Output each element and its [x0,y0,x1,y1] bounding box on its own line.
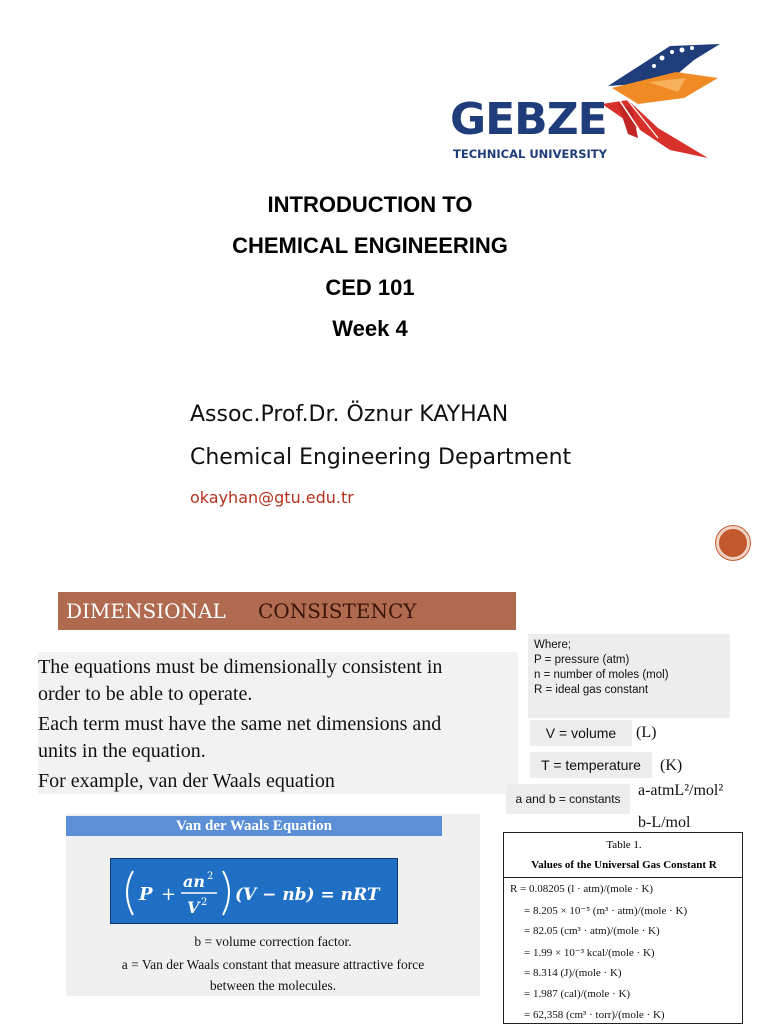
section-title-word-1: DIMENSIONAL [66,599,226,623]
butterfly-logo-icon [598,38,728,163]
volume-unit: (L) [636,724,657,741]
van-der-waals-panel [66,814,480,996]
where-gas-constant: R = ideal gas constant [534,684,649,696]
temperature-definition: T = temperature [530,752,652,778]
author-department: Chemical Engineering Department [190,445,572,470]
body-line: For example, van der Waals equation [38,770,335,792]
table-row: R = 0.08205 (l · atm)/(mole · K) [510,883,654,895]
b-constant-unit: b-L/mol [638,814,691,831]
table-row: = 8.205 × 10⁻⁵ (m³ · atm)/(mole · K) [524,905,688,917]
vdw-note-a1: a = Van der Waals constant that measure attractive force [121,957,425,972]
table-row: = 1.987 (cal)/(mole · K) [524,988,631,1000]
table-title: Values of the Universal Gas Constant R [531,859,717,871]
body-paragraph [38,652,518,794]
constants-definition: a and b = constants [506,784,630,814]
eq-plus: + [161,884,177,905]
eq-v: V [187,898,200,917]
course-code: CED 101 [325,275,415,300]
week-label: Week 4 [332,316,408,341]
vdw-equation-box [110,858,398,924]
vdw-note-a2: between the molecules. [209,978,337,993]
body-line: units in the equation. [38,740,206,762]
body-line: The equations must be dimensionally consistent in [38,656,443,678]
a-constant-unit: a-atmL²/mol² [638,782,724,799]
logo-wordmark: GEBZE [450,94,607,145]
body-line: order to be able to operate. [38,683,253,705]
where-moles: n = number of moles (mol) [534,669,669,681]
eq-p: P [139,884,153,905]
table-row: = 8.314 (J)/(mole · K) [524,967,622,979]
vdw-equation-formula [111,859,399,925]
vdw-note-b: b = volume correction factor. [194,934,352,949]
gas-constant-table [503,832,743,1024]
volume-definition: V = volume [530,720,632,746]
table-divider [504,877,742,878]
university-logo [448,38,728,168]
where-heading: Where; [534,639,572,651]
eq-rest: (V − nb) = nRT [235,885,380,905]
logo-subtitle: TECHNICAL UNIVERSITY [453,147,607,161]
title-line-2: CHEMICAL ENGINEERING [232,233,508,258]
eq-v-exp: 2 [201,897,208,908]
author-email-link[interactable]: okayhan@gtu.edu.tr [190,488,354,507]
where-definitions [528,634,730,718]
section-title-banner [58,592,516,630]
table-caption: Table 1. [606,839,642,851]
table-row: = 82.05 (cm³ · atm)/(mole · K) [524,925,660,937]
vdw-header: Van der Waals Equation [66,816,442,836]
table-row: = 62,358 (cm³ · torr)/(mole · K) [524,1009,665,1021]
body-line: Each term must have the same net dimensions and [38,713,442,735]
eq-n-exp: 2 [207,871,214,882]
where-pressure: P = pressure (atm) [534,654,630,666]
table-row: = 1.99 × 10⁻³ kcal/(mole · K) [524,947,655,959]
slide-nav-circle-icon[interactable] [716,526,750,560]
temperature-unit: (K) [660,757,683,774]
section-title-word-2: CONSISTENCY [258,599,417,623]
eq-an: an [183,872,205,891]
title-line-1: INTRODUCTION TO [267,192,473,217]
author-name: Assoc.Prof.Dr. Öznur KAYHAN [190,402,509,427]
